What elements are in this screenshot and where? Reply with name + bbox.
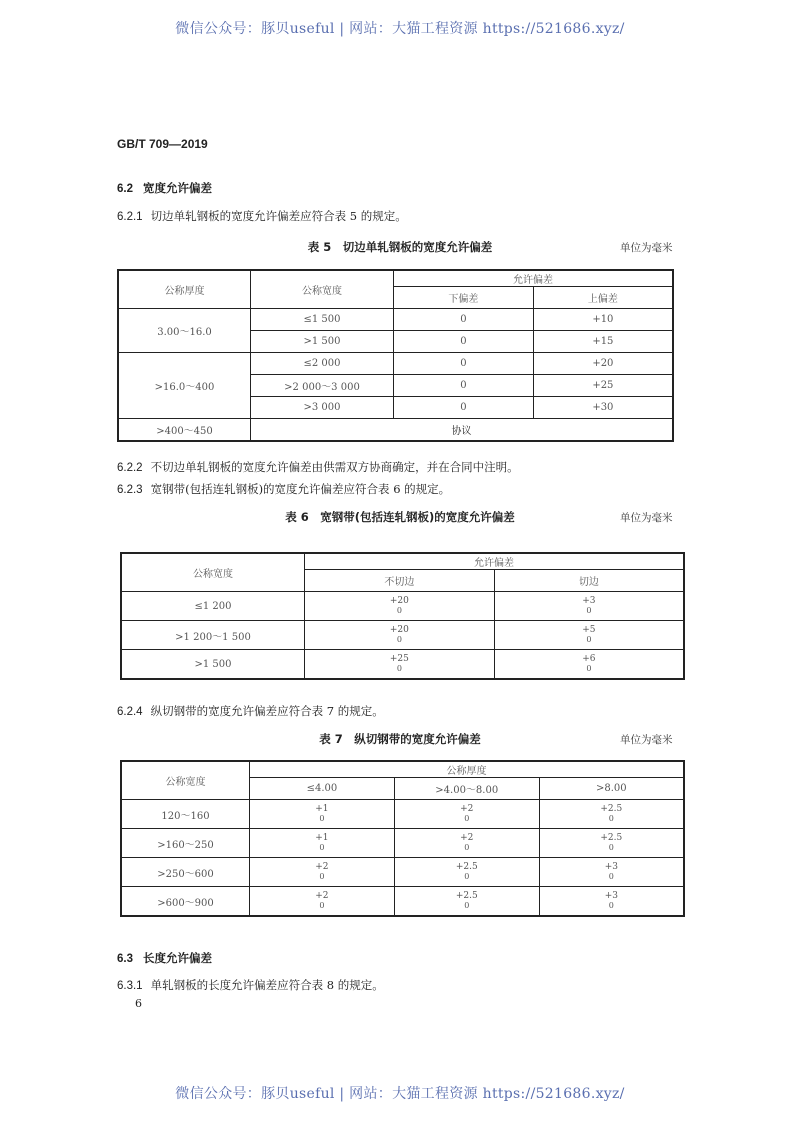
lower-deviation: 0: [464, 901, 470, 910]
tolerance-cell: [250, 858, 395, 887]
upper-cell: +20: [533, 353, 673, 375]
width-cell: ≤2 000: [251, 353, 394, 375]
para-text: 宽钢带(包括连轧钢板)的宽度允许偏差应符合表 6 的规定。: [150, 482, 451, 496]
lower-deviation: 0: [319, 843, 325, 852]
tolerance-cell: [494, 621, 684, 650]
width-cell: ≤1 500: [251, 309, 394, 331]
thickness-cell: 3.00～16.0: [118, 309, 251, 353]
table-row: [118, 353, 673, 375]
lower-deviation: 0: [464, 872, 470, 881]
upper-deviation: +2: [315, 862, 329, 872]
table7-unit: 单位为毫米: [620, 734, 673, 746]
para-text: 纵切钢带的宽度允许偏差应符合表 7 的规定。: [150, 704, 384, 718]
header-col: >8.00: [539, 778, 684, 800]
upper-deviation: +6: [582, 654, 596, 664]
width-cell: >1 500: [251, 331, 394, 353]
tolerance-cell: [494, 592, 684, 621]
section-title: 长度允许偏差: [143, 953, 212, 965]
lower-deviation: 0: [319, 814, 325, 823]
table6-title: 表 6 宽钢带(包括连轧钢板)的宽度允许偏差: [285, 510, 515, 524]
upper-cell: +15: [533, 331, 673, 353]
width-cell: >3 000: [251, 397, 394, 419]
page-number: 6: [135, 997, 142, 1010]
lower-deviation: 0: [608, 814, 614, 823]
tolerance-cell: [539, 800, 684, 829]
lower-cell: 0: [394, 375, 534, 397]
upper-deviation: +5: [582, 625, 596, 635]
header-col: >4.00～8.00: [394, 778, 539, 800]
table6: [120, 552, 685, 680]
tolerance-cell: [250, 800, 395, 829]
para-number: 6.2.3: [117, 484, 143, 496]
lower-deviation: 0: [608, 901, 614, 910]
para-number: 6.2.4: [117, 706, 143, 718]
lower-deviation: 0: [464, 843, 470, 852]
upper-deviation: +25: [389, 654, 409, 664]
para-6-2-4: [117, 703, 384, 719]
table-row: [121, 887, 684, 917]
para-6-3-1: [117, 977, 384, 993]
upper-cell: +25: [533, 375, 673, 397]
table5-unit: 单位为毫米: [620, 242, 673, 254]
table5: [117, 269, 674, 442]
para-text: 切边单轧钢板的宽度允许偏差应符合表 5 的规定。: [150, 209, 407, 223]
upper-deviation: +20: [389, 625, 409, 635]
tolerance-cell: [305, 592, 495, 621]
thickness-cell: >16.0～400: [118, 353, 251, 419]
upper-deviation: +2: [460, 833, 474, 843]
lower-deviation: 0: [464, 814, 470, 823]
upper-deviation: +2.5: [455, 862, 478, 872]
agreement-cell: 协议: [251, 419, 674, 442]
tolerance-cell: [539, 887, 684, 917]
upper-cell: +30: [533, 397, 673, 419]
lower-cell: 0: [394, 331, 534, 353]
width-cell: >2 000～3 000: [251, 375, 394, 397]
watermark-top: 微信公众号：豚贝useful | 网站：大猫工程资源 https://521686.xyz/: [175, 21, 625, 37]
tolerance-cell: [539, 858, 684, 887]
tolerance-cell: [250, 887, 395, 917]
table-row: [121, 621, 684, 650]
upper-deviation: +1: [315, 804, 329, 814]
lower-deviation: 0: [586, 664, 592, 673]
header-width: 公称宽度: [121, 553, 305, 592]
header-group: 允许偏差: [305, 553, 685, 570]
tolerance-cell: [250, 829, 395, 858]
para-text: 单轧钢板的长度允许偏差应符合表 8 的规定。: [150, 978, 384, 992]
upper-deviation: +2.5: [600, 833, 623, 843]
tolerance-cell: [394, 829, 539, 858]
header-thickness: 公称厚度: [118, 270, 251, 309]
lower-deviation: 0: [586, 635, 592, 644]
lower-deviation: 0: [319, 872, 325, 881]
table-row: [121, 800, 684, 829]
lower-deviation: 0: [396, 635, 402, 644]
lower-cell: 0: [394, 353, 534, 375]
width-cell: 120～160: [121, 800, 250, 829]
lower-deviation: 0: [608, 872, 614, 881]
lower-deviation: 0: [396, 664, 402, 673]
tolerance-cell: [394, 858, 539, 887]
table5-title: 表 5 切边单轧钢板的宽度允许偏差: [307, 240, 493, 254]
table-row: [118, 309, 673, 331]
para-number: 6.3.1: [117, 980, 143, 992]
header-col: 切边: [494, 570, 684, 592]
width-cell: ≤1 200: [121, 592, 305, 621]
section-6-3-heading: [117, 950, 222, 966]
tolerance-cell: [305, 621, 495, 650]
header-row: [121, 553, 684, 570]
header-width: 公称宽度: [121, 761, 250, 800]
para-number: 6.2.1: [117, 211, 143, 223]
upper-cell: +10: [533, 309, 673, 331]
para-6-2-2: [117, 459, 519, 475]
section-6-2-heading: [117, 180, 222, 196]
section-title: 宽度允许偏差: [143, 183, 212, 195]
upper-deviation: +3: [604, 891, 618, 901]
section-number: 6.3: [117, 953, 133, 965]
tolerance-cell: [494, 650, 684, 680]
table-row: [121, 650, 684, 680]
width-cell: >1 200～1 500: [121, 621, 305, 650]
table7: [120, 760, 685, 917]
table-row: [121, 858, 684, 887]
width-cell: >250～600: [121, 858, 250, 887]
header-col: 不切边: [305, 570, 495, 592]
upper-deviation: +2: [460, 804, 474, 814]
tolerance-cell: [305, 650, 495, 680]
standard-header: GB/T 709—2019: [117, 137, 208, 151]
para-number: 6.2.2: [117, 462, 143, 474]
lower-deviation: 0: [608, 843, 614, 852]
table6-unit: 单位为毫米: [620, 512, 673, 524]
header-group: 公称厚度: [250, 761, 685, 778]
width-cell: >160～250: [121, 829, 250, 858]
para-6-2-1: [117, 208, 407, 224]
para-text: 不切边单轧钢板的宽度允许偏差由供需双方协商确定，并在合同中注明。: [150, 460, 519, 474]
upper-deviation: +1: [315, 833, 329, 843]
width-cell: >600～900: [121, 887, 250, 917]
table7-title: 表 7 纵切钢带的宽度允许偏差: [319, 732, 481, 746]
header-tolerance: 允许偏差: [394, 270, 674, 287]
tolerance-cell: [394, 800, 539, 829]
upper-deviation: +3: [582, 596, 596, 606]
upper-deviation: +2.5: [600, 804, 623, 814]
para-6-2-3: [117, 481, 450, 497]
watermark-bottom: 微信公众号：豚贝useful | 网站：大猫工程资源 https://521686.xyz/: [175, 1086, 625, 1102]
upper-deviation: +3: [604, 862, 618, 872]
header-row: [121, 761, 684, 778]
header-lower: 下偏差: [394, 287, 534, 309]
upper-deviation: +2.5: [455, 891, 478, 901]
thickness-cell: >400～450: [118, 419, 251, 442]
table-row: [121, 592, 684, 621]
header-width: 公称宽度: [251, 270, 394, 309]
lower-deviation: 0: [586, 606, 592, 615]
table-row: [118, 419, 673, 442]
table-row: [121, 829, 684, 858]
header-col: ≤4.00: [250, 778, 395, 800]
upper-deviation: +20: [389, 596, 409, 606]
width-cell: >1 500: [121, 650, 305, 680]
header-row: [118, 270, 673, 287]
section-number: 6.2: [117, 183, 133, 195]
upper-deviation: +2: [315, 891, 329, 901]
lower-deviation: 0: [396, 606, 402, 615]
header-upper: 上偏差: [533, 287, 673, 309]
lower-deviation: 0: [319, 901, 325, 910]
lower-cell: 0: [394, 397, 534, 419]
tolerance-cell: [539, 829, 684, 858]
lower-cell: 0: [394, 309, 534, 331]
tolerance-cell: [394, 887, 539, 917]
